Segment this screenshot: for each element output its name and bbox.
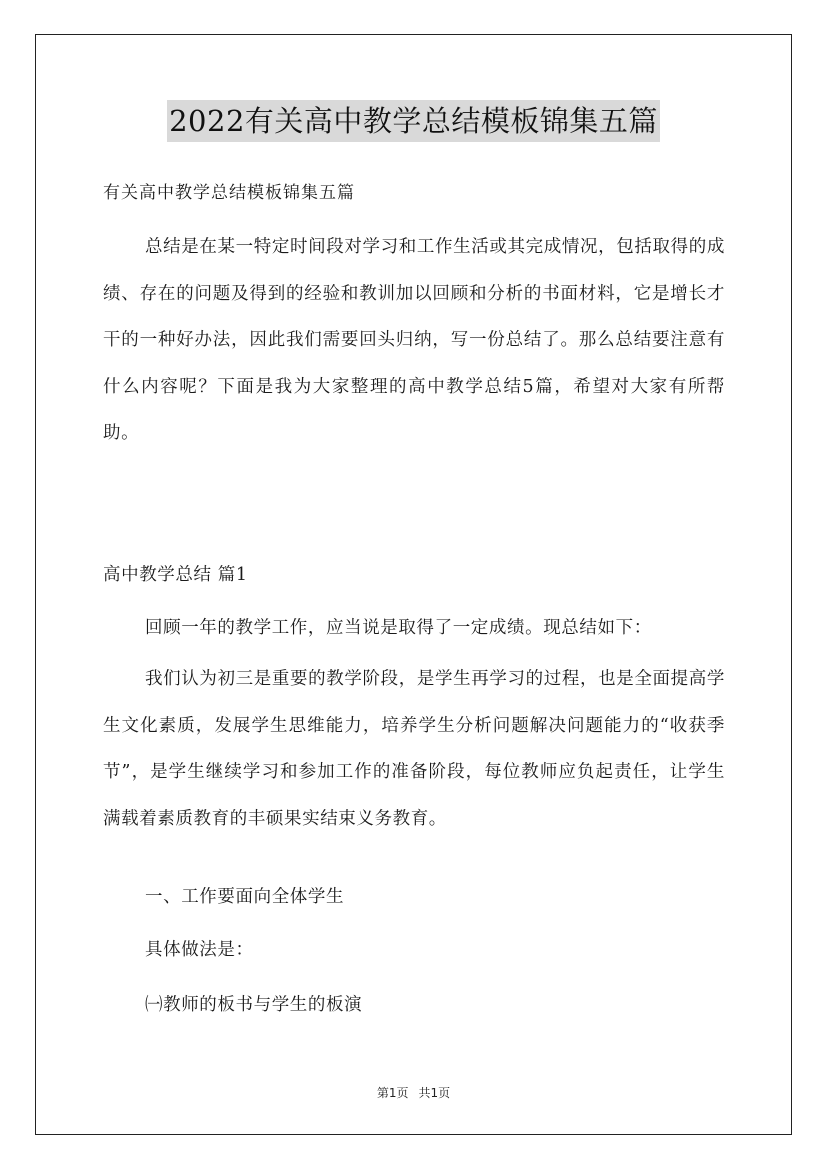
title-wrap <box>0 100 827 142</box>
point-1-item-1: ㈠教师的板书与学生的板演 <box>145 995 363 1015</box>
page-number-current: 第1页 <box>376 1086 409 1100</box>
point-1-heading: 一、工作要面向全体学生 <box>145 887 345 907</box>
section-paragraph-1: 回顾一年的教学工作，应当说是取得了一定成绩。现总结如下： <box>145 618 652 638</box>
intro-paragraph: 总结是在某一特定时间段对学习和工作生活或其完成情况，包括取得的成绩、存在的问题及得到的经验和教训加以回顾和分析的书面材料，它是增长才干的一种好办法，因此我们需要回头归纳，写一份总结了。那么总结要注意有什么内容呢？下面是我为大家整理的高中教学总结5篇，希望对大家有所帮助。 <box>103 237 725 443</box>
page-footer <box>0 1084 827 1101</box>
section-paragraph-2: 我们认为初三是重要的教学阶段，是学生再学习的过程，也是全面提高学生文化素质，发展学生思维能力，培养学生分析问题解决问题能力的“收获季节”，是学生继续学习和参加工作的准备阶段，每位教师应负起责任，让学生满载着素质教育的丰硕果实结束义务教育。 <box>103 669 725 829</box>
document-subtitle: 有关高中教学总结模板锦集五篇 <box>103 183 355 203</box>
document-title: 2022有关高中教学总结模板锦集五篇 <box>167 100 660 142</box>
page-number-total: 共1页 <box>418 1086 451 1100</box>
section-heading: 高中教学总结 篇1 <box>103 565 248 585</box>
point-1-method: 具体做法是： <box>145 940 254 960</box>
